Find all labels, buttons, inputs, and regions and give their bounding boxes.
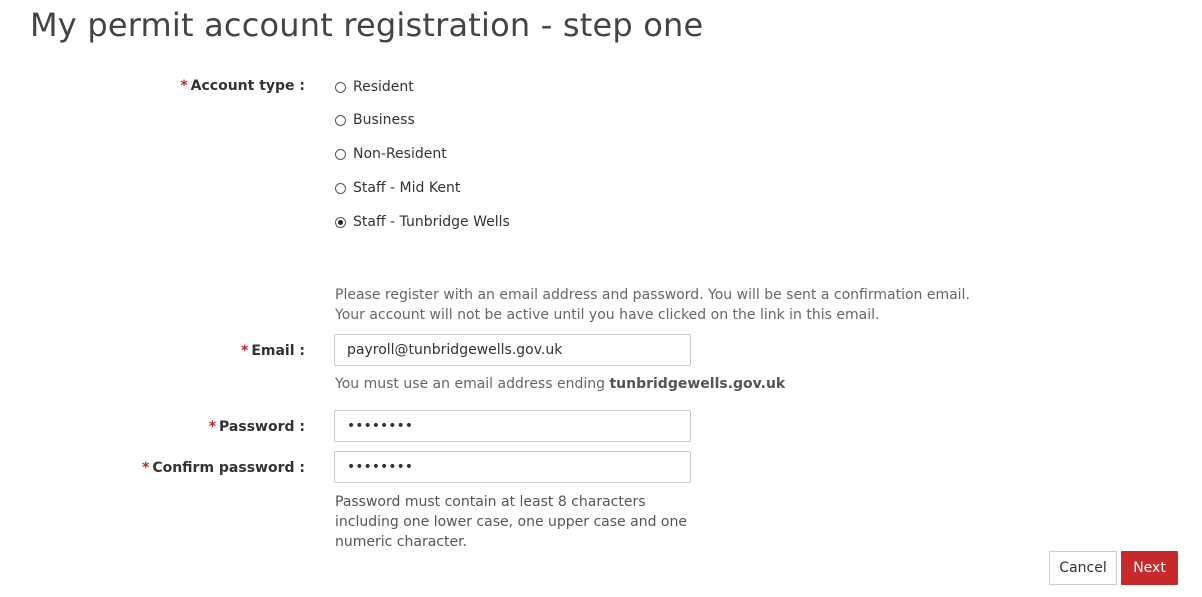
radio-non-resident-label[interactable]: Non-Resident bbox=[353, 146, 447, 162]
radio-resident[interactable] bbox=[335, 77, 414, 97]
account-type-label bbox=[180, 78, 305, 94]
radio-staff-mid-kent[interactable] bbox=[335, 178, 460, 198]
email-label bbox=[241, 343, 305, 359]
cancel-button[interactable]: Cancel bbox=[1049, 551, 1117, 585]
confirm-password-field[interactable] bbox=[334, 451, 691, 483]
email-hint bbox=[335, 374, 785, 394]
page-title: My permit account registration - step one bbox=[30, 6, 704, 44]
radio-staff-mid-kent-label[interactable]: Staff - Mid Kent bbox=[353, 180, 461, 196]
next-button[interactable]: Next bbox=[1121, 551, 1178, 585]
radio-non-resident-circle[interactable] bbox=[335, 149, 346, 160]
required-marker: * bbox=[241, 343, 249, 359]
radio-staff-tunbridge-wells-label[interactable]: Staff - Tunbridge Wells bbox=[353, 214, 510, 230]
radio-resident-label[interactable]: Resident bbox=[353, 79, 414, 95]
radio-business-circle[interactable] bbox=[335, 115, 346, 126]
required-marker: * bbox=[180, 78, 188, 94]
required-marker: * bbox=[208, 419, 217, 435]
email-field[interactable] bbox=[334, 334, 691, 366]
radio-staff-tunbridge-wells-circle[interactable] bbox=[335, 217, 346, 228]
password-label-text: Password : bbox=[219, 419, 305, 435]
required-marker: * bbox=[141, 460, 150, 476]
registration-intro-text: Please register with an email address and password. You will be sent a confirmation email. Your account will not be active until you have clicked on the link in this email. bbox=[335, 287, 970, 323]
password-field[interactable] bbox=[334, 410, 691, 442]
email-hint-domain: tunbridgewells.gov.uk bbox=[609, 376, 786, 392]
email-hint-prefix: You must use an email address ending bbox=[335, 376, 610, 392]
radio-non-resident[interactable] bbox=[335, 144, 447, 164]
password-label bbox=[209, 419, 305, 435]
confirm-password-label bbox=[142, 460, 305, 476]
radio-resident-circle[interactable] bbox=[335, 82, 346, 93]
password-rules-text: Password must contain at least 8 characters including one lower case, one upper case and one numeric character. bbox=[335, 494, 687, 550]
radio-business[interactable] bbox=[335, 110, 415, 130]
radio-staff-tunbridge-wells[interactable] bbox=[335, 212, 510, 232]
account-type-label-text: Account type : bbox=[190, 78, 305, 94]
radio-business-label[interactable]: Business bbox=[353, 112, 415, 128]
confirm-password-label-text: Confirm password : bbox=[152, 460, 305, 476]
radio-staff-mid-kent-circle[interactable] bbox=[335, 183, 346, 194]
email-label-text: Email : bbox=[251, 343, 305, 359]
